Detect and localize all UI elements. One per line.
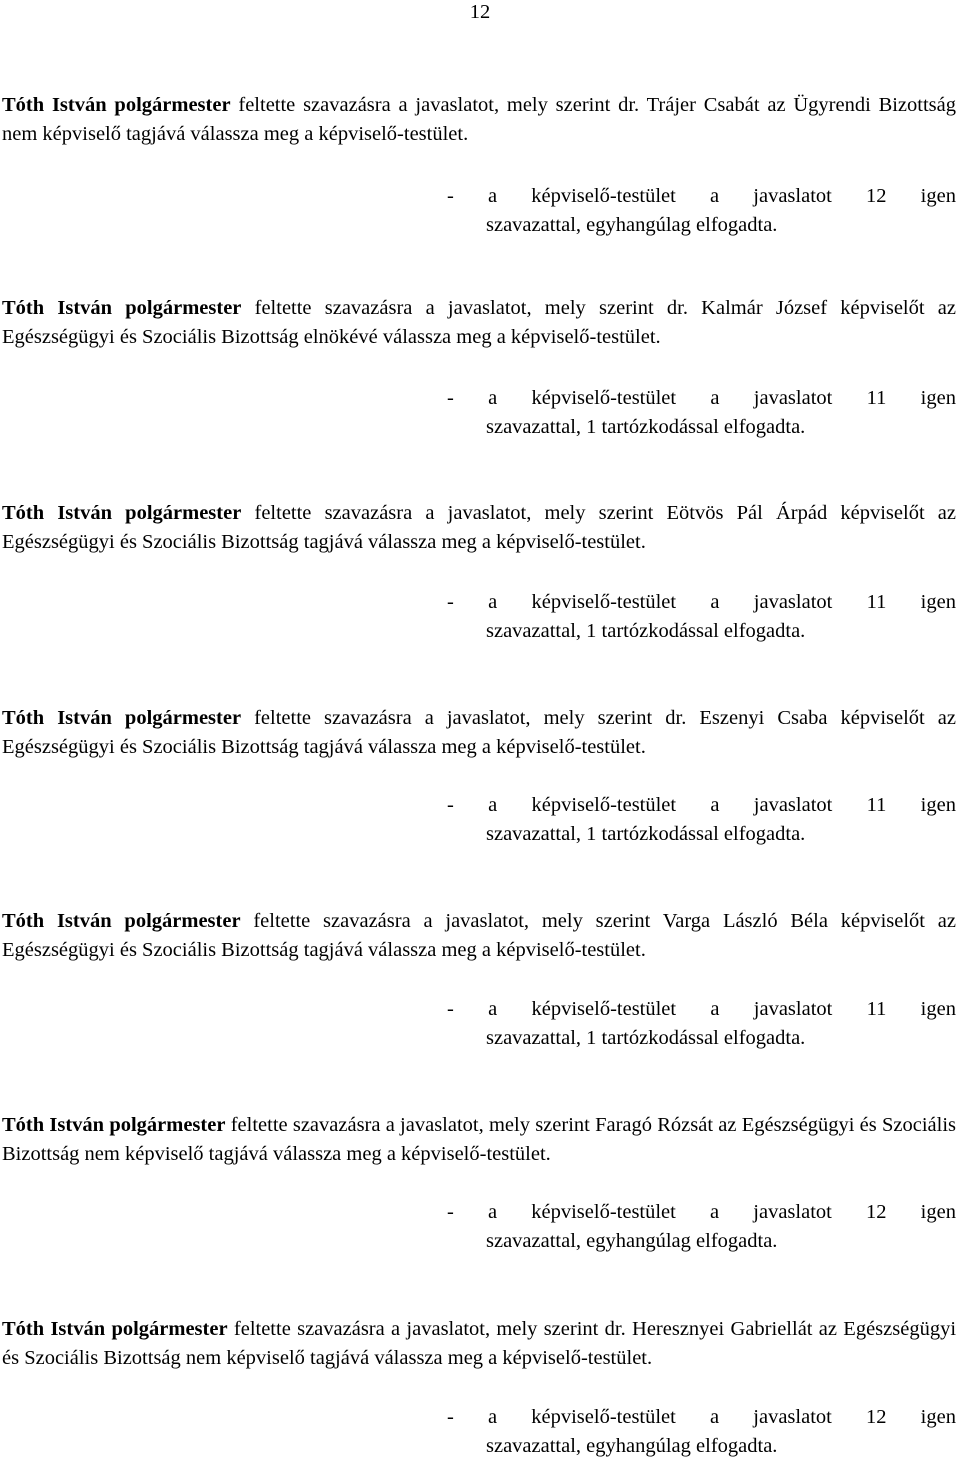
vote-word: javaslatot bbox=[753, 1406, 832, 1428]
vote-word: - bbox=[447, 387, 454, 409]
vote-word: igen bbox=[920, 794, 956, 816]
vote-word: a bbox=[710, 387, 720, 409]
resolution-block bbox=[2, 1315, 956, 1373]
vote-word: a bbox=[710, 1406, 720, 1428]
vote-word: javaslatot bbox=[753, 185, 832, 207]
resolution-text: feltette szavazásra a javaslatot, mely szerint dr. Eszenyi Csaba képviselőt az Egészségügyi és Szociális Bizottság tagjává válassza meg a képviselő-testület. bbox=[2, 707, 956, 758]
vote-word: javaslatot bbox=[753, 794, 833, 816]
vote-count: 12 bbox=[866, 185, 887, 207]
vote-outcome: szavazattal, egyhangúlag elfogadta. bbox=[486, 1435, 778, 1457]
vote-word: a bbox=[487, 185, 498, 207]
vote-word: képviselő-testület bbox=[531, 1201, 676, 1223]
vote-count: 11 bbox=[866, 591, 887, 613]
vote-outcome: szavazattal, egyhangúlag elfogadta. bbox=[486, 1230, 778, 1252]
resolution-text: feltette szavazásra a javaslatot, mely szerint Varga László Béla képviselőt az Egészségügyi és Szociális Bizottság tagjává válassza meg a képviselő-testület. bbox=[2, 910, 956, 961]
vote-outcome: szavazattal, 1 tartózkodással elfogadta. bbox=[486, 416, 806, 438]
resolution-paragraph bbox=[2, 294, 956, 352]
speaker-name: Tóth István polgármester bbox=[2, 707, 242, 729]
vote-word: igen bbox=[920, 591, 956, 613]
vote-count: 11 bbox=[866, 998, 887, 1020]
vote-word: a bbox=[488, 794, 498, 816]
vote-result bbox=[447, 1198, 956, 1256]
vote-result-line bbox=[447, 384, 956, 413]
vote-word: igen bbox=[920, 1406, 956, 1428]
vote-word: a bbox=[488, 387, 498, 409]
vote-word: a bbox=[488, 591, 498, 613]
vote-word: képviselő-testület bbox=[531, 387, 677, 409]
resolution-text: feltette szavazásra a javaslatot, mely szerint dr. Kalmár József képviselőt az Egészségügyi és Szociális Bizottság elnökévé válassza meg a képviselő-testület. bbox=[2, 297, 956, 348]
vote-word: képviselő-testület bbox=[531, 794, 677, 816]
vote-word: igen bbox=[920, 1201, 956, 1223]
vote-outcome: szavazattal, 1 tartózkodással elfogadta. bbox=[486, 620, 806, 642]
resolution-block bbox=[2, 294, 956, 352]
resolution-paragraph bbox=[2, 1315, 956, 1373]
resolution-block bbox=[2, 499, 956, 557]
resolution-text: feltette szavazásra a javaslatot, mely szerint dr. Heresznyei Gabriellát az Egészségügyi és Szociális Bizottság nem képviselő tagjává válassza meg a képviselő-testület. bbox=[2, 1318, 957, 1369]
vote-result-line bbox=[447, 182, 956, 211]
vote-result bbox=[447, 588, 956, 646]
vote-word: - bbox=[447, 1406, 454, 1428]
vote-result bbox=[447, 182, 956, 240]
vote-result bbox=[447, 791, 956, 849]
resolution-paragraph bbox=[2, 91, 956, 149]
vote-word: - bbox=[447, 185, 454, 207]
vote-word: igen bbox=[920, 185, 956, 207]
page-number: 12 bbox=[469, 1, 491, 23]
vote-word: igen bbox=[920, 998, 956, 1020]
vote-word: - bbox=[447, 591, 454, 613]
vote-count: 11 bbox=[866, 794, 887, 816]
resolution-block bbox=[2, 907, 956, 965]
speaker-name: Tóth István polgármester bbox=[2, 910, 241, 932]
speaker-name: Tóth István polgármester bbox=[2, 297, 242, 319]
vote-word: javaslatot bbox=[753, 591, 833, 613]
speaker-name: Tóth István polgármester bbox=[2, 94, 231, 116]
resolution-paragraph bbox=[2, 1111, 956, 1169]
vote-result-line bbox=[447, 1198, 956, 1227]
vote-word: képviselő-testület bbox=[531, 998, 677, 1020]
vote-word: a bbox=[710, 794, 720, 816]
speaker-name: Tóth István polgármester bbox=[2, 1318, 228, 1340]
vote-result-line bbox=[447, 588, 956, 617]
resolution-text: feltette szavazásra a javaslatot, mely szerint dr. Trájer Csabát az Ügyrendi Bizottság nem képviselő tagjává válassza meg a képviselő-testület. bbox=[2, 94, 956, 145]
resolution-paragraph bbox=[2, 704, 956, 762]
speaker-name: Tóth István polgármester bbox=[2, 502, 242, 524]
vote-outcome: szavazattal, egyhangúlag elfogadta. bbox=[486, 214, 778, 236]
vote-count: 11 bbox=[866, 387, 887, 409]
resolution-text: feltette szavazásra a javaslatot, mely szerint Faragó Rózsát az Egészségügyi és Szociális Bizottság nem képviselő tagjává válassza meg a képviselő-testület. bbox=[2, 1114, 957, 1165]
vote-word: javaslatot bbox=[753, 1201, 832, 1223]
vote-word: a bbox=[487, 1201, 498, 1223]
vote-outcome: szavazattal, 1 tartózkodással elfogadta. bbox=[486, 823, 806, 845]
vote-result-line bbox=[447, 995, 956, 1024]
resolution-text: feltette szavazásra a javaslatot, mely szerint Eötvös Pál Árpád képviselőt az Egészségügyi és Szociális Bizottság tagjává válassza meg a képviselő-testület. bbox=[2, 502, 957, 553]
vote-word: a bbox=[710, 591, 720, 613]
vote-word: a bbox=[487, 1406, 498, 1428]
vote-result bbox=[447, 1403, 956, 1461]
vote-word: a bbox=[710, 998, 720, 1020]
vote-result-line bbox=[447, 1403, 956, 1432]
resolution-block bbox=[2, 704, 956, 762]
vote-result-line bbox=[447, 791, 956, 820]
vote-word: - bbox=[447, 794, 454, 816]
vote-word: képviselő-testület bbox=[531, 591, 677, 613]
vote-word: képviselő-testület bbox=[531, 1406, 676, 1428]
vote-word: - bbox=[447, 998, 454, 1020]
vote-word: a bbox=[488, 998, 498, 1020]
vote-count: 12 bbox=[866, 1406, 887, 1428]
vote-result bbox=[447, 384, 956, 442]
vote-word: a bbox=[710, 185, 720, 207]
vote-word: képviselő-testület bbox=[531, 185, 676, 207]
vote-word: a bbox=[710, 1201, 720, 1223]
vote-result bbox=[447, 995, 956, 1053]
resolution-block bbox=[2, 1111, 956, 1169]
vote-count: 12 bbox=[866, 1201, 887, 1223]
vote-word: javaslatot bbox=[753, 998, 833, 1020]
speaker-name: Tóth István polgármester bbox=[2, 1114, 226, 1136]
vote-word: javaslatot bbox=[753, 387, 833, 409]
vote-word: igen bbox=[920, 387, 956, 409]
resolution-paragraph bbox=[2, 499, 956, 557]
vote-outcome: szavazattal, 1 tartózkodással elfogadta. bbox=[486, 1027, 806, 1049]
resolution-paragraph bbox=[2, 907, 956, 965]
vote-word: - bbox=[447, 1201, 454, 1223]
resolution-block bbox=[2, 91, 956, 149]
